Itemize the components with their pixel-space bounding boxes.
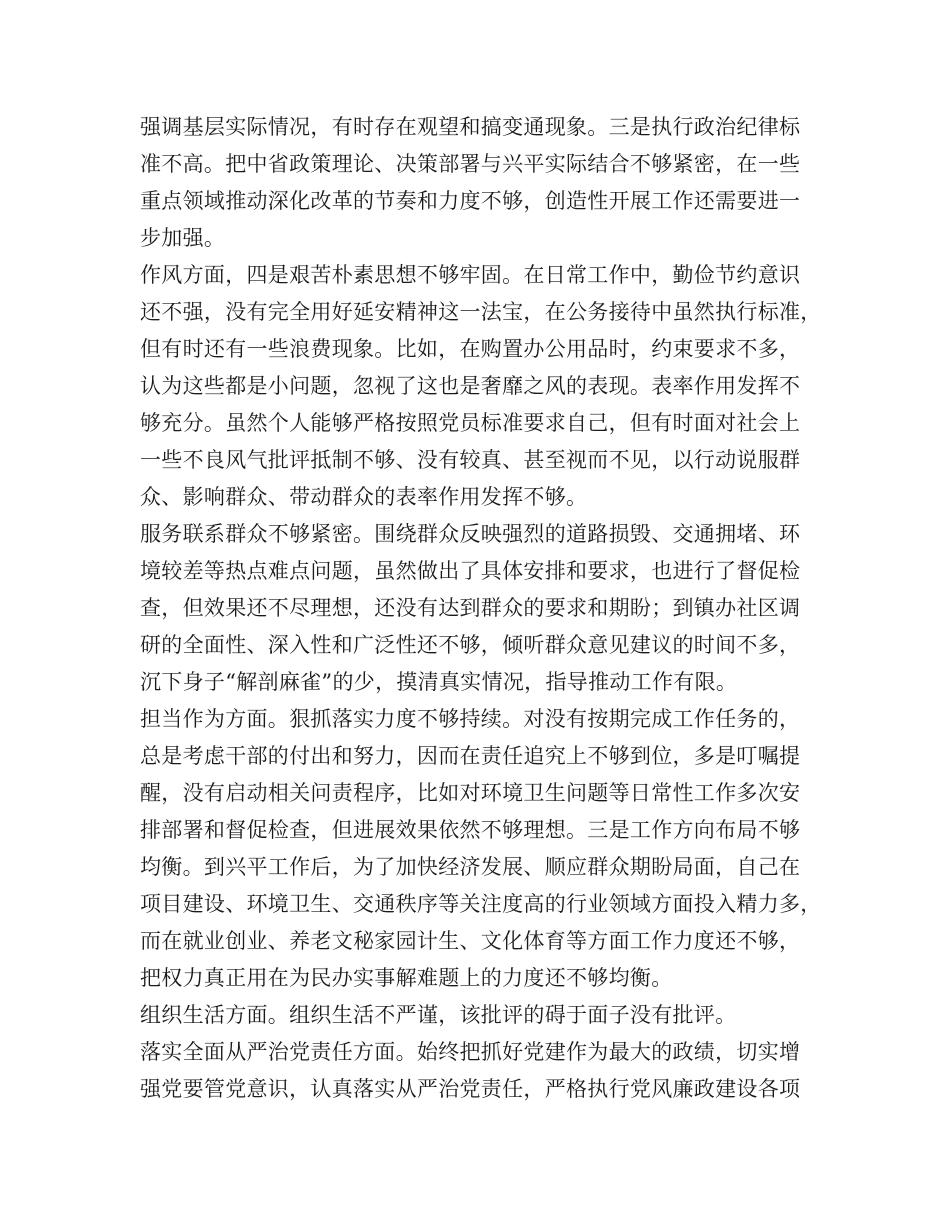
text-line: 醒，没有启动相关问责程序，比如对环境卫生问题等日常性工作多次安: [140, 781, 801, 805]
text-line: 作风方面，四是艰苦朴素思想不够牢固。在日常工作中，勤俭节约意识: [140, 263, 801, 287]
text-line: 查，但效果还不尽理想，还没有达到群众的要求和期盼；到镇办社区调: [140, 596, 801, 620]
document-body: [140, 109, 840, 1108]
text-line: 够充分。虽然个人能够严格按照党员标准要求自己，但有时面对社会上: [140, 411, 801, 435]
text-line: 步加强。: [140, 226, 226, 250]
text-line: 但有时还有一些浪费现象。比如，在购置办公用品时，约束要求不多，: [140, 337, 801, 361]
text-line: 还不强，没有完全用好延安精神这一法宝，在公务接待中虽然执行标准，: [140, 300, 822, 324]
text-line: 担当作为方面。狠抓落实力度不够持续。对没有按期完成工作任务的，: [140, 707, 801, 731]
text-line: 强调基层实际情况，有时存在观望和搞变通现象。三是执行政治纪律标: [140, 115, 801, 139]
text-line: 沉下身子“解剖麻雀”的少，摸清真实情况，指导推动工作有限。: [140, 670, 738, 694]
text-line: 项目建设、环境卫生、交通秩序等关注度高的行业领域方面投入精力多，: [140, 892, 822, 916]
text-line: 强党要管党意识，认真落实从严治党责任，严格执行党风廉政建设各项: [140, 1077, 801, 1101]
text-line: 组织生活方面。组织生活不严谨，该批评的碍于面子没有批评。: [140, 1003, 737, 1027]
text-line: 众、影响群众、带动群众的表率作用发挥不够。: [140, 485, 588, 509]
text-line: 总是考虑干部的付出和努力，因而在责任追究上不够到位，多是叮嘱提: [140, 744, 801, 768]
text-line: 服务联系群众不够紧密。围绕群众反映强烈的道路损毁、交通拥堵、环: [140, 522, 801, 546]
text-line: 重点领域推动深化改革的节奏和力度不够，创造性开展工作还需要进一: [140, 189, 801, 213]
text-line: 认为这些都是小问题，忽视了这也是奢靡之风的表现。表率作用发挥不: [140, 374, 801, 398]
text-line: 均衡。到兴平工作后，为了加快经济发展、顺应群众期盼局面，自己在: [140, 855, 801, 879]
text-line: 落实全面从严治党责任方面。始终把抓好党建作为最大的政绩，切实增: [140, 1040, 801, 1064]
text-line: 研的全面性、深入性和广泛性还不够，倾听群众意见建议的时间不多，: [140, 633, 801, 657]
text-line: 排部署和督促检查，但进展效果依然不够理想。三是工作方向布局不够: [140, 818, 801, 842]
text-line: 而在就业创业、养老文秘家园计生、文化体育等方面工作力度还不够，: [140, 929, 801, 953]
text-line: 把权力真正用在为民办实事解难题上的力度还不够均衡。: [140, 966, 673, 990]
text-line: 准不高。把中省政策理论、决策部署与兴平实际结合不够紧密，在一些: [140, 152, 801, 176]
text-line: 一些不良风气批评抵制不够、没有较真、甚至视而不见，以行动说服群: [140, 448, 801, 472]
text-line: 境较差等热点难点问题，虽然做出了具体安排和要求，也进行了督促检: [140, 559, 801, 583]
